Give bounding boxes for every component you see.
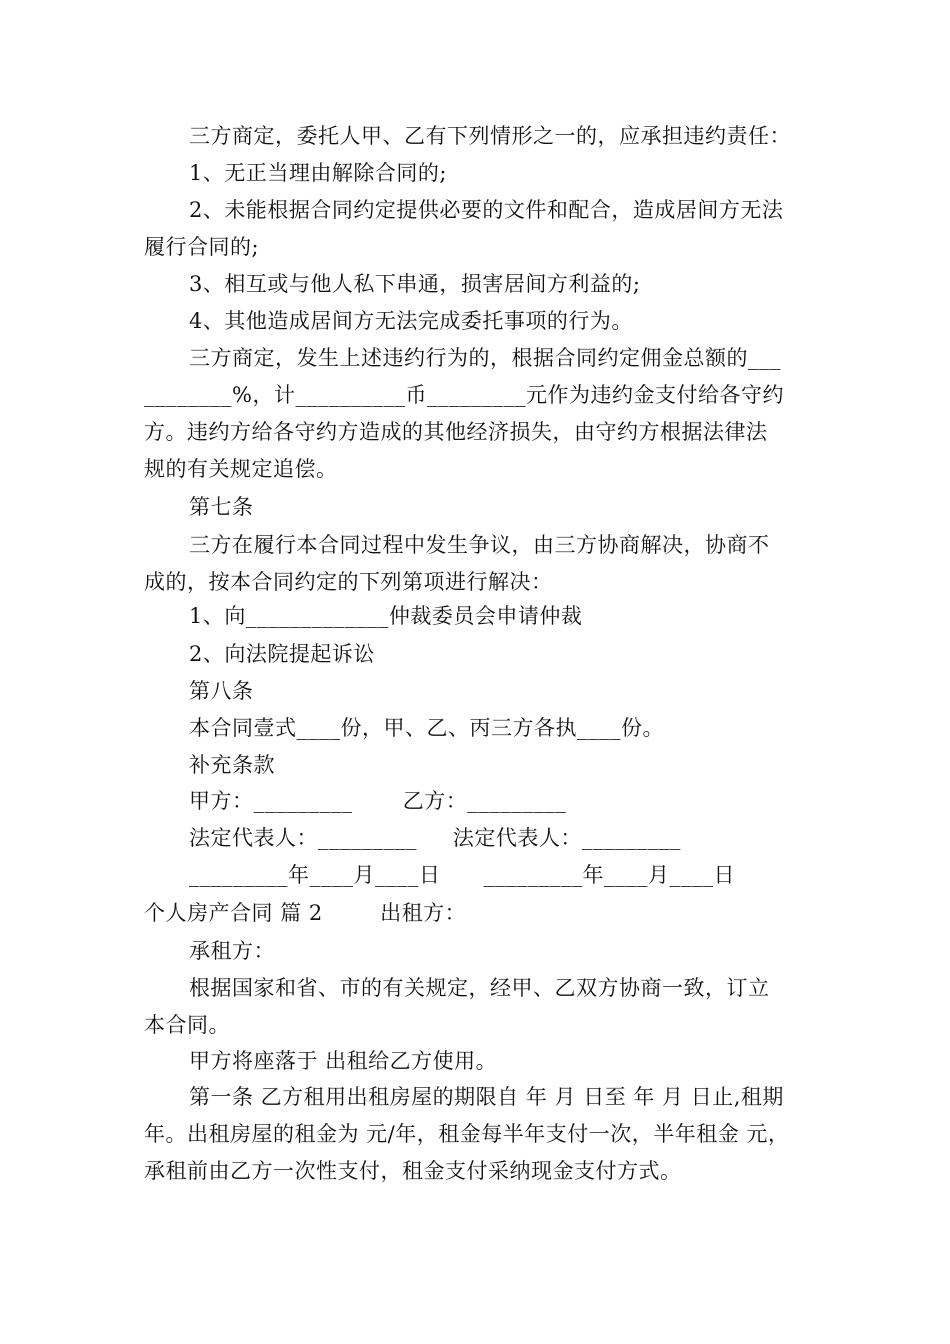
signature-representatives: 法定代表人：_________ 法定代表人：_________ [189,826,681,850]
paragraph-article-1-cont-1: 年。出租房屋的租金为 元/年，租金每半年支付一次，半年租金 元， [144,1122,790,1146]
list-item-breach-2-cont: 履行合同的; [144,235,260,259]
signature-dates: _________年____月____日 _________年____月____日 [189,863,736,887]
paragraph-dispute: 三方在履行本合同过程中发生争议，由三方协商解决，协商不 [189,533,770,557]
list-item-breach-2: 2、未能根据合同约定提供必要的文件和配合，造成居间方无法 [189,198,784,222]
paragraph-dispute-cont: 成的，按本合同约定的下列第项进行解决： [144,570,553,594]
signature-parties: 甲方：_________ 乙方：_________ [189,789,567,813]
paragraph-breach-intro: 三方商定，委托人甲、乙有下列情形之一的，应承担违约责任： [189,124,791,148]
heading-supplementary: 补充条款 [189,753,275,777]
list-item-breach-1: 1、无正当理由解除合同的; [189,161,447,185]
list-item-arbitration: 1、向_____________仲裁委员会申请仲裁 [189,604,583,628]
paragraph-penalty-cont-2: 方。违约方给各守约方造成的其他经济损失，由守约方根据法律法 [144,420,768,444]
label-lessee: 承租方： [189,939,275,963]
paragraph-copies: 本合同壹式____份，甲、乙、丙三方各执____份。 [189,716,664,740]
paragraph-penalty-cont-1: ________%，计__________币_________元作为违约金支付给各守约 [144,383,784,407]
paragraph-basis: 根据国家和省、市的有关规定，经甲、乙双方协商一致，订立 [189,976,770,1000]
heading-article-7: 第七条 [189,495,254,519]
paragraph-basis-cont: 本合同。 [144,1013,230,1037]
paragraph-location: 甲方将座落于 出租给乙方使用。 [189,1049,498,1073]
list-item-lawsuit: 2、向法院提起诉讼 [189,642,375,666]
paragraph-penalty: 三方商定，发生上述违约行为的，根据合同约定佣金总额的___ [189,346,781,370]
heading-article-8: 第八条 [189,679,254,703]
paragraph-article-1-cont-2: 承租前由乙方一次性支付，租金支付采纳现金支付方式。 [144,1159,682,1183]
paragraph-penalty-cont-3: 规的有关规定追偿。 [144,457,338,481]
paragraph-article-1: 第一条 乙方租用出租房屋的期限自 年 月 日至 年 月 日止,租期 [189,1085,784,1109]
section-title-contract-2: 个人房产合同 篇 2 出租方： [144,901,467,925]
list-item-breach-4: 4、其他造成居间方无法完成委托事项的行为。 [189,309,633,333]
list-item-breach-3: 3、相互或与他人私下串通，损害居间方利益的; [189,272,641,296]
